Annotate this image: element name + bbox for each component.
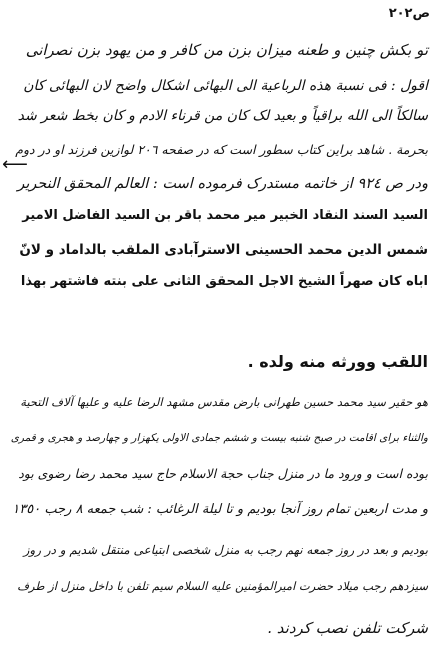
text-line-16: شرکت تلفن نصب کردند . <box>267 619 428 637</box>
text-line-3: سالکاً الی الله براقیاً و بعید لک کان من قرناء الادم و کان بخط شعر شد <box>17 108 428 124</box>
margin-arrow-icon: ⟵ <box>2 154 28 175</box>
text-line-15: سیزدهم رجب میلاد حضرت امیرالمؤمنین علیه السلام سیم تلفن با داخل منزل از طرف <box>17 579 428 593</box>
text-line-1: تو بکش چنین و طعنه میزان بزن من کافر و من یهود بزن نصرانی <box>25 41 428 59</box>
text-line-2: اقول : فی نسبة هذه الرباعیة الی البهائی اشکال واضح لان البهائی کان <box>23 78 428 94</box>
text-line-12: بوده است و ورود ما در منزل جناب حجة الاسلام حاج سید محمد رضا رضوی بود <box>18 466 428 481</box>
text-line-10: هو حقیر سید محمد حسین طهرانی بارض مقدس مشهد الرضا علیه و علیها آلاف التحیة <box>20 395 428 409</box>
page-number: ص٢٠٢ <box>388 6 430 21</box>
text-line-4: بحرمة . شاهد براین کتاب سطور است که در صفحه ٢٠٦ لوازین فرزند او در دوم <box>15 142 428 157</box>
text-line-9: اللقب وورثه منه ولده . <box>247 352 428 371</box>
text-line-13: و مدت اربعین تمام روز آنجا بودیم و تا لیلة الرغائب : شب جمعه ٨ رجب ١٣٥٠ <box>12 502 428 517</box>
text-line-8: اباه کان صهراً الشیخ الاجل المحقق الثانی علی بنته فاشتهر بهذا <box>20 274 428 289</box>
text-line-11: والثناء برای اقامت در صبح شنبه بیست و ششم جمادی الاولی یکهزار و چهارصد و هجری و قمری <box>10 432 428 444</box>
text-line-7: شمس الدین محمد الحسینی الاسترآبادی الملقب بالداماد و لانّ <box>19 242 428 258</box>
text-line-14: بودیم و بعد در روز جمعه نهم رجب به منزل شخصی ابتیاعی منتقل شدیم و در روز <box>23 543 428 557</box>
text-line-5: ودر ص ٩٢٤ از خاتمه مستدرک فرموده است : العالم المحقق النحریر <box>17 176 428 192</box>
text-line-6: السید السند النقاد الخبیر میر محمد باقر بن السید الفاضل الامیر <box>22 208 428 223</box>
